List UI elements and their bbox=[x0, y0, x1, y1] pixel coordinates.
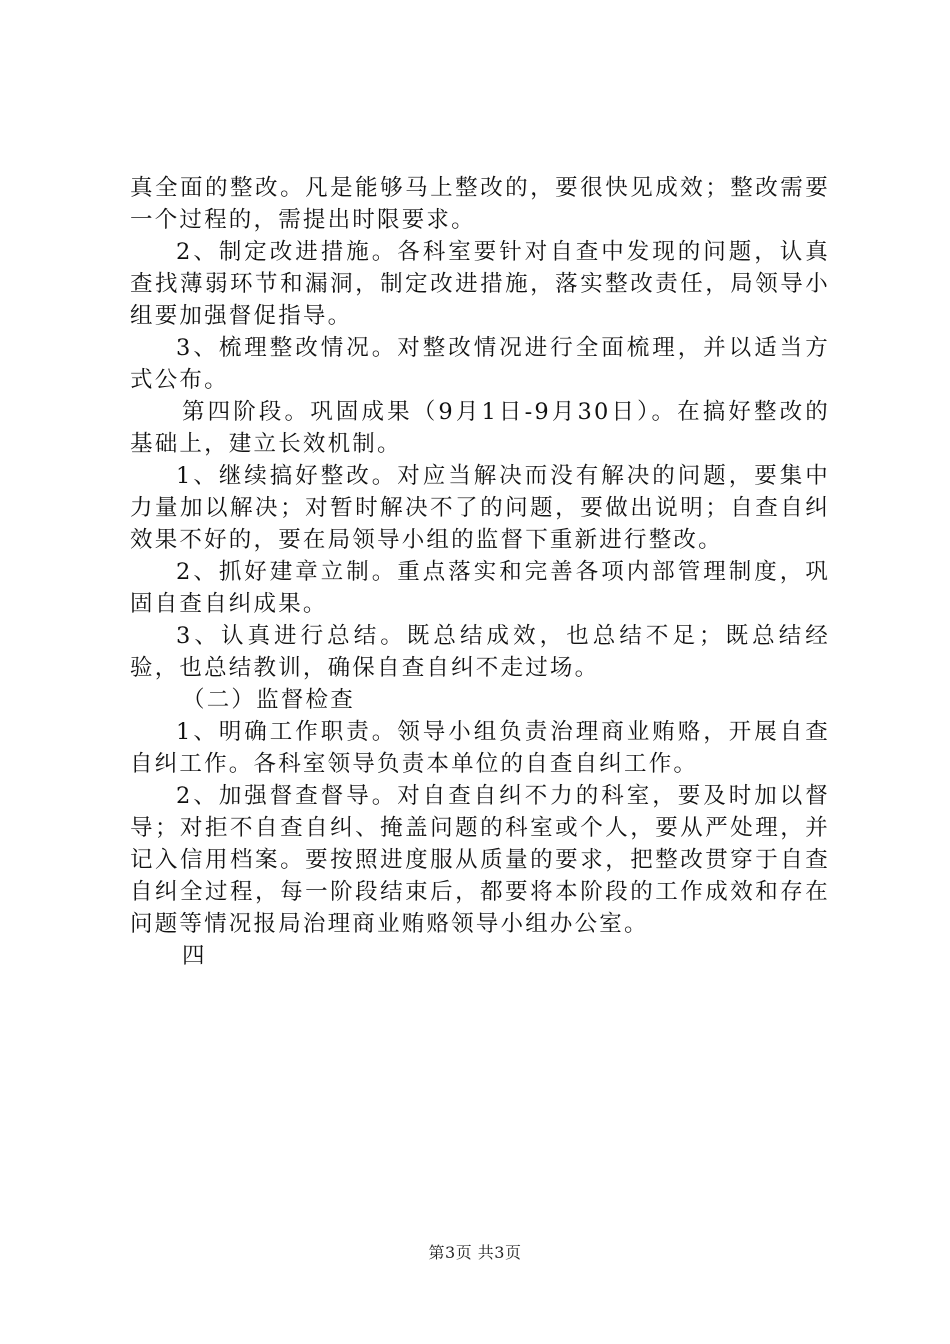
paragraph-improvement-measures: 2、制定改进措施。各科室要针对自查中发现的问题，认真查找薄弱环节和漏洞，制定改进措施，落实整改责任，局领导小组要加强督促指导。 bbox=[130, 239, 830, 329]
paragraph-review-rectification: 3、梳理整改情况。对整改情况进行全面梳理，并以适当方式公布。 bbox=[130, 335, 830, 393]
section-heading-supervision: （二）监督检查 bbox=[182, 687, 355, 713]
document-body bbox=[130, 172, 830, 972]
page-number-footer: 第3页 共3页 bbox=[428, 1243, 522, 1262]
paragraph-duties: 1、明确工作职责。领导小组负责治理商业贿赂，开展自查自纠工作。各科室领导负责本单位的自查自纠工作。 bbox=[130, 719, 830, 777]
paragraph-build-rules: 2、抓好建章立制。重点落实和完善各项内部管理制度，巩固自查自纠成果。 bbox=[130, 559, 830, 617]
paragraph-section-four: 四 bbox=[182, 943, 207, 969]
paragraph-continuation: 真全面的整改。凡是能够马上整改的，要很快见成效；整改需要一个过程的，需提出时限要求。 bbox=[130, 175, 830, 233]
paragraph-inspection: 2、加强督查督导。对自查自纠不力的科室，要及时加以督导；对拒不自查自纠、掩盖问题的科室或个人，要从严处理，并记入信用档案。要按照进度服从质量的要求，把整改贯穿于自查自纠全过程，每一阶段结束后，都要将本阶段的工作成效和存在问题等情况报局治理商业贿赂领导小组办公室。 bbox=[130, 783, 830, 937]
paragraph-continue-rectification: 1、继续搞好整改。对应当解决而没有解决的问题，要集中力量加以解决；对暂时解决不了的问题，要做出说明；自查自纠效果不好的，要在局领导小组的监督下重新进行整改。 bbox=[130, 463, 830, 553]
paragraph-stage-four: 第四阶段。巩固成果（9月1日-9月30日）。在搞好整改的基础上，建立长效机制。 bbox=[130, 399, 830, 457]
paragraph-summary: 3、认真进行总结。既总结成效，也总结不足；既总结经验，也总结教训，确保自查自纠不走过场。 bbox=[130, 623, 830, 681]
